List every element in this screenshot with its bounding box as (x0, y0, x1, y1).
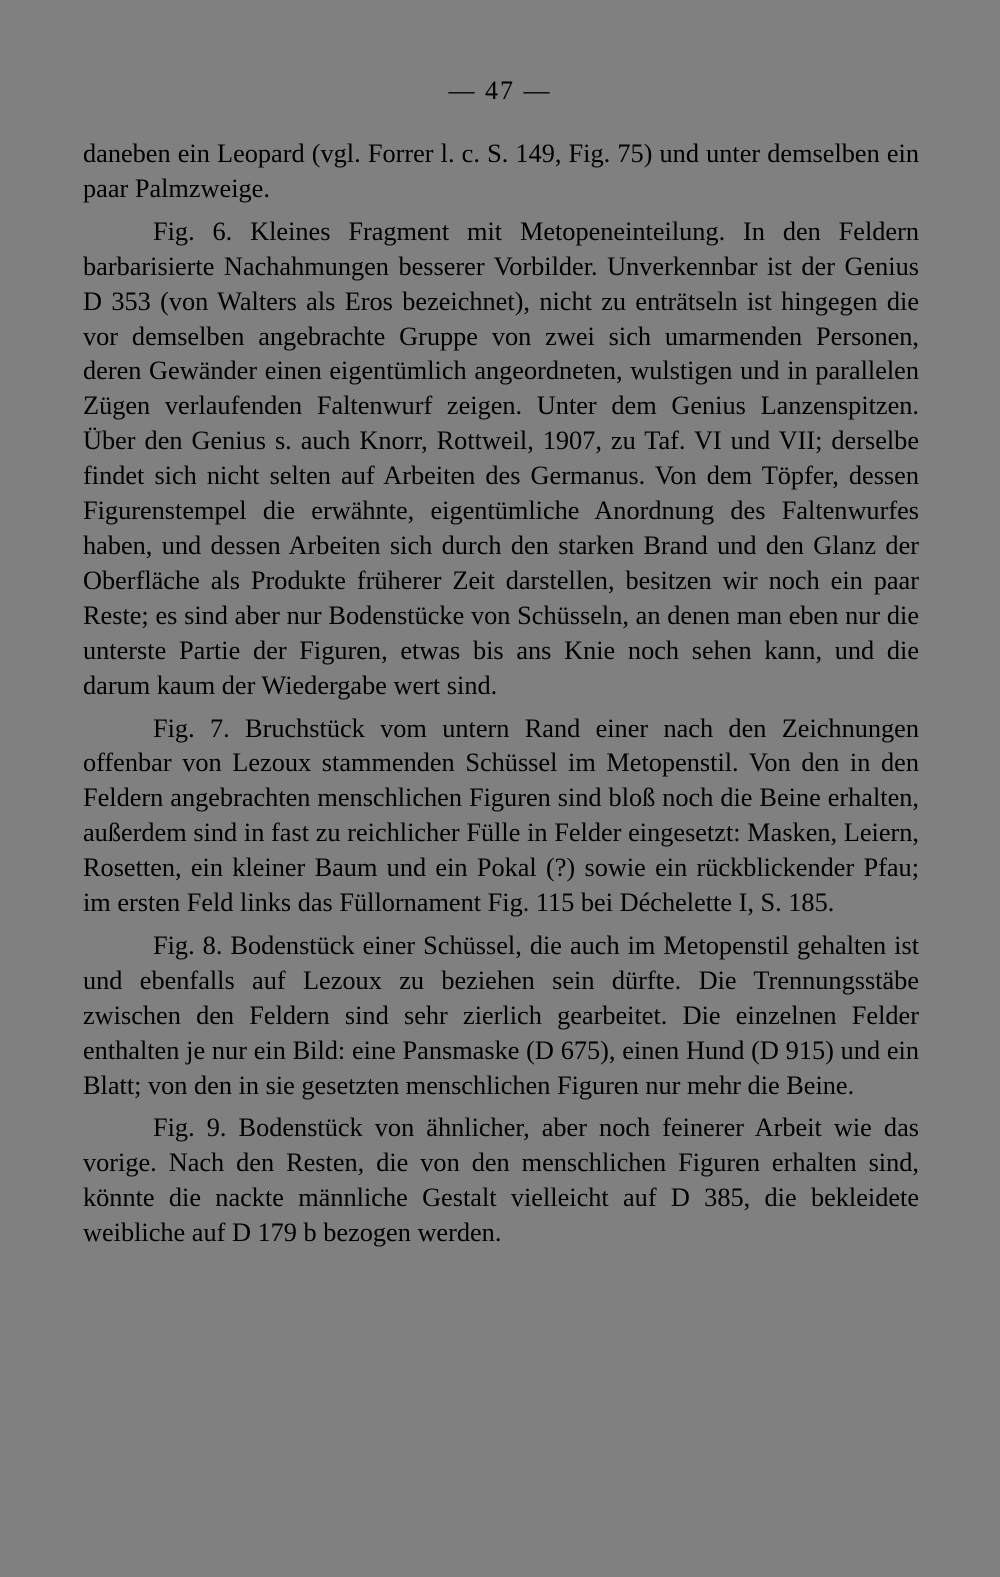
paragraph-fig-7: Fig. 7. Bruchstück vom untern Rand einer nach den Zeichnungen offenbar von Lezoux stammenden Schüssel im Metopenstil. Von den in den Feldern angebrachten menschlichen Figuren sind bloß noch die Beine erhalten, außerdem sind in fast zu reichlicher Fülle in Felder eingesetzt: Masken, Leiern, Rosetten, ein kleiner Baum und ein Pokal (?) sowie ein rückblickender Pfau; im ersten Feld links das Füllornament Fig. 115 bei Déchelette I, S. 185. (83, 713, 919, 918)
paragraph-continuation: daneben ein Leopard (vgl. Forrer l. c. S. 149, Fig. 75) und unter demselben ein paar Palmzweige. (83, 139, 919, 203)
body-text (83, 137, 919, 1259)
paragraph-fig-8: Fig. 8. Bodenstück einer Schüssel, die auch im Metopenstil gehalten ist und ebenfalls auf Lezoux zu beziehen sein dürfte. Die Trennungsstäbe zwischen den Feldern sind sehr zierlich gearbeitet. Die einzelnen Felder enthalten je nur ein Bild: eine Pansmaske (D 675), einen Hund (D 915) und ein Blatt; von den in sie gesetzten menschlichen Figuren nur mehr die Beine. (83, 930, 919, 1100)
paragraph-fig-6: Fig. 6. Kleines Fragment mit Metopeneinteilung. In den Feldern barbarisierte Nachahmungen besserer Vorbilder. Unverkennbar ist der Genius D 353 (von Walters als Eros bezeichnet), nicht zu enträtseln ist hingegen die vor demselben angebrachte Gruppe von zwei sich umarmenden Personen, deren Gewänder einen eigentümlich angeordneten, wulstigen und in parallelen Zügen verlaufenden Faltenwurf zeigen. Unter dem Genius Lanzenspitzen. Über den Genius s. auch Knorr, Rottweil, 1907, zu Taf. VI und VII; derselbe findet sich nicht selten auf Arbeiten des Germanus. Von dem Töpfer, dessen Figurenstempel die erwähnte, eigentümliche Anordnung des Faltenwurfes haben, und dessen Arbeiten sich durch den starken Brand und den Glanz der Oberfläche als Produkte früherer Zeit darstellen, besitzen wir noch ein paar Reste; es sind aber nur Bodenstücke von Schüsseln, an denen man eben nur die unterste Partie der Figuren, etwas bis ans Knie noch sehen kann, und die darum kaum der Wiedergabe wert sind. (83, 216, 919, 700)
page-number: — 47 — (448, 76, 552, 105)
paragraph-fig-9: Fig. 9. Bodenstück von ähnlicher, aber noch feinerer Arbeit wie das vorige. Nach den Resten, die von den menschlichen Figuren erhalten sind, könnte die nackte männliche Gestalt vielleicht auf D 385, die bekleidete weibliche auf D 179 b bezogen werden. (83, 1113, 919, 1248)
